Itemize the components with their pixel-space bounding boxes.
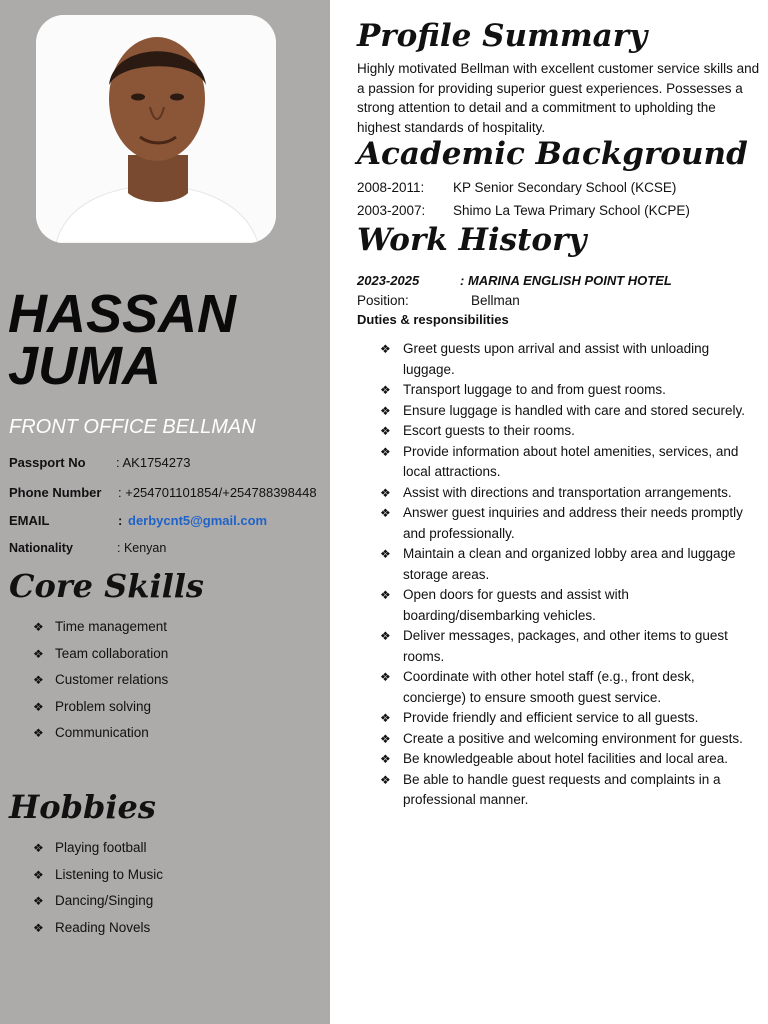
nationality-label: Nationality	[9, 541, 73, 555]
hobbies-list	[33, 835, 163, 941]
profile-photo	[36, 15, 276, 243]
list-item: ❖ Be knowledgeable about hotel facilities and local area.	[380, 749, 760, 770]
bullet-icon: ❖	[380, 752, 391, 766]
list-item: ❖ Assist with directions and transportation arrangements.	[380, 483, 760, 504]
list-item: ❖ Provide friendly and efficient service to all guests.	[380, 708, 760, 729]
list-item: ❖ Listening to Music	[33, 862, 163, 889]
profile-summary-text: Highly motivated Bellman with excellent customer service skills and a passion for providing superior guest experiences. Possesses a strong attention to detail and a commitment to upholding the highest standards of hospitality.	[357, 61, 760, 135]
candidate-name	[8, 284, 237, 396]
bullet-icon: ❖	[380, 444, 391, 459]
list-item: ❖ Provide information about hotel amenities, services, and local attractions.	[380, 443, 739, 479]
passport-label: Passport No	[9, 455, 86, 470]
phone-label: Phone Number	[9, 485, 102, 500]
list-item: ❖ Greet guests upon arrival and assist with unloading luggage.	[380, 341, 710, 377]
bullet-icon: ❖	[380, 670, 391, 684]
bullet-icon: ❖	[33, 841, 44, 855]
work-period-row: 2023-2025 : MARINA ENGLISH POINT HOTEL	[357, 273, 672, 288]
list-item: ❖ Transport luggage to and from guest rooms.	[380, 380, 760, 401]
profile-summary-heading: Profile Summary	[357, 18, 648, 54]
list-item: ❖ Team collaboration	[33, 641, 168, 668]
bullet-icon: ❖	[380, 547, 391, 561]
bullet-icon: ❖	[33, 920, 44, 935]
bullet-icon: ❖	[33, 867, 44, 882]
list-item: ❖ Maintain a clean and organized lobby area and luggage storage areas.	[380, 546, 736, 582]
list-item: ❖ Reading Novels	[33, 915, 163, 942]
academic-row: 2003-2007: Shimo La Tewa Primary School (KCPE)	[357, 203, 690, 218]
list-item: ❖ Coordinate with other hotel staff (e.g., front desk, concierge) to ensure smooth guest service.	[380, 669, 695, 705]
academic-row: 2008-2011: KP Senior Secondary School (KCSE)	[357, 180, 677, 195]
list-item: ❖ Customer relations	[33, 667, 168, 694]
name-line-2: JUMA	[8, 336, 162, 396]
bullet-icon: ❖	[380, 403, 391, 418]
bullet-icon: ❖	[380, 342, 391, 356]
position-row: Position: Bellman	[357, 293, 520, 308]
bullet-icon: ❖	[380, 731, 391, 746]
duties-list	[380, 339, 760, 811]
bullet-icon: ❖	[33, 620, 44, 634]
email-link[interactable]: derbycnt5@gmail.com	[128, 513, 268, 528]
bullet-icon: ❖	[380, 588, 391, 602]
bullet-icon: ❖	[33, 673, 44, 688]
list-item: ❖ Communication	[33, 720, 168, 747]
profile-photo-image	[36, 15, 276, 243]
core-skills-list	[33, 614, 168, 747]
bullet-icon: ❖	[380, 506, 391, 520]
list-item: ❖ Problem solving	[33, 694, 168, 721]
bullet-icon: ❖	[380, 772, 391, 787]
bullet-icon: ❖	[33, 726, 44, 741]
list-item: ❖ Escort guests to their rooms.	[380, 421, 760, 442]
email-colon: :	[118, 513, 123, 528]
bullet-icon: ❖	[33, 699, 44, 714]
list-item: ❖ Playing football	[33, 835, 163, 862]
core-skills-heading: Core Skills	[9, 567, 204, 605]
phone-value: : +254701101854/+254788398448	[118, 485, 317, 500]
list-item: ❖ Be able to handle guest requests and complaints in a professional manner.	[380, 771, 721, 807]
sidebar	[0, 0, 330, 1024]
bullet-icon: ❖	[380, 629, 391, 643]
list-item: ❖ Deliver messages, packages, and other items to guest rooms.	[380, 628, 728, 664]
bullet-icon: ❖	[380, 383, 391, 397]
work-history-heading: Work History	[357, 222, 587, 258]
list-item: ❖ Open doors for guests and assist with boarding/disembarking vehicles.	[380, 587, 629, 623]
bullet-icon: ❖	[380, 424, 391, 438]
bullet-icon: ❖	[380, 485, 391, 500]
academic-heading: Academic Background	[357, 136, 748, 172]
list-item: ❖ Dancing/Singing	[33, 888, 163, 915]
list-item: ❖ Answer guest inquiries and address their needs promptly and professionally.	[380, 505, 743, 541]
passport-value: : AK1754273	[116, 455, 191, 470]
list-item: ❖ Time management	[33, 614, 168, 641]
bullet-icon: ❖	[33, 894, 44, 909]
list-item: ❖ Ensure luggage is handled with care and stored securely.	[380, 401, 760, 422]
job-title: FRONT OFFICE BELLMAN	[9, 416, 256, 438]
duties-heading: Duties & responsibilities	[357, 312, 509, 327]
bullet-icon: ❖	[380, 711, 391, 725]
nationality-value: : Kenyan	[117, 541, 167, 555]
email-label: EMAIL	[9, 513, 50, 528]
hobbies-heading: Hobbies	[9, 788, 156, 826]
name-line-1: HASSAN	[8, 284, 237, 344]
list-item: ❖ Create a positive and welcoming environment for guests.	[380, 729, 760, 750]
bullet-icon: ❖	[33, 646, 44, 661]
